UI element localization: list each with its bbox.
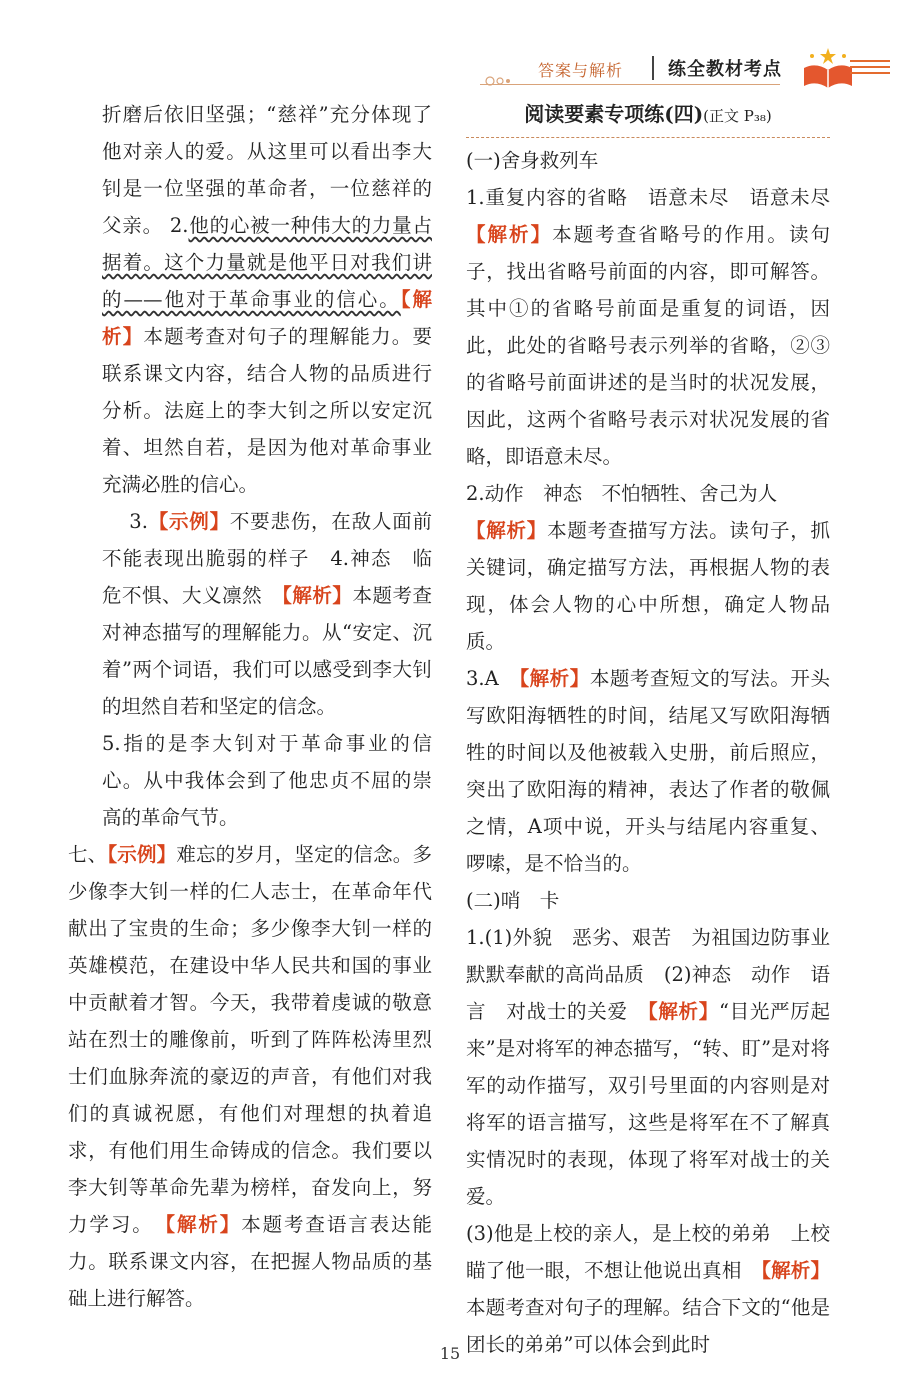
analysis-text: 本题考查短文的写法。开头写欧阳海牺牲的时间，结尾又写欧阳海牺牲的时间以及他被载入史册，前后照应，突出了欧阳海的精神，表达了作者的敬佩之情，A项中说，开头与结尾内容重复、啰嗦，是不恰当的。: [466, 667, 830, 875]
page-header: [480, 44, 890, 92]
decorative-dots-icon: [484, 74, 534, 88]
open-book-icon: [800, 46, 856, 90]
analysis-tag: 【解析】: [466, 519, 548, 542]
paragraph: [68, 836, 432, 1317]
answer-text: 3.A: [466, 667, 520, 690]
analysis-tag: 【解析】: [102, 288, 432, 348]
header-rule: [480, 84, 780, 85]
section-title-text: 阅读要素专项练(四): [524, 102, 704, 126]
analysis-tag: 【解析】: [519, 667, 590, 690]
analysis-tag: 【解析】: [165, 1213, 242, 1236]
paragraph: [466, 919, 830, 1215]
answer-text: 2.: [162, 214, 189, 237]
paragraph: 2.动作 神态 不怕牺牲、舍己为人: [466, 482, 778, 505]
header-divider: [652, 56, 654, 80]
analysis-text: “目光严厉起来”是对将军的神态描写，“转、盯”是对将军的动作描写，双引号里面的内容则是对将军的语言描写，这些是将军在不了解真实情况时的表现，体现了将军对战士的关爱。: [466, 1000, 830, 1208]
example-tag: 【示例】: [107, 843, 177, 866]
decorative-stripes: [850, 60, 890, 80]
paragraph: [466, 1215, 830, 1363]
analysis-text: 本题考查语言表达能力。联系课文内容，在把握人物品质的基础上进行解答。: [68, 1213, 432, 1310]
analysis-text: 本题考查对神态描写的理解能力。从“安定、沉着”两个词语，我们可以感受到李大钊的坦然自若和坚定的信念。: [102, 584, 432, 718]
header-brand: 练全教材考点: [668, 59, 782, 80]
answer-text: 1.(1)外貌 恶劣、艰苦 为祖国边防事业默默奉献的高尚品质 (2)神态 动作 语言 对战士的关爱: [466, 926, 830, 1023]
answer-text: 1.重复内容的省略 语意未尽 语意未尽: [466, 186, 850, 209]
analysis-text: 本题考查描写方法。读句子，抓关键词，确定描写方法，再根据人物的表现，体会人物的心中所想，确定人物品质。: [466, 519, 830, 653]
answer-text: 难忘的岁月，坚定的信念。多少像李大钊一样的仁人志士，在革命年代献出了宝贵的生命；多少像李大钊一样的英雄模范，在建设中华人民共和国的事业中贡献着才智。今天，我带着虔诚的敬意站在烈士的雕像前，听到了阵阵松涛里烈士们血脉奔流的豪迈的声音，有他们对我们的真诚祝愿，有他们对理想的执着追求，有他们用生命铸成的信念。我们要以李大钊等革命先辈为榜样，奋发向上，努力学习。: [68, 843, 432, 1236]
underlined-text: 他的心被一种伟大的力量占据着。这个力量就是他平日对我们讲的——他对于革命事业的信心。: [102, 214, 432, 311]
paragraph: [466, 512, 830, 660]
section-number: 七、: [68, 843, 108, 866]
answer-text: (3)他是上校的亲人，是上校的弟弟 上校瞄了他一眼，不想让他说出真相: [466, 1222, 830, 1282]
paragraph: [102, 96, 432, 503]
left-column: [68, 96, 432, 1317]
answer-text: 折磨后依旧坚强；“慈祥”充分体现了他对亲人的爱。从这里可以看出李大钊是一位坚强的革命者，一位慈祥的父亲。: [102, 103, 432, 237]
analysis-tag: 【解析】: [647, 1000, 719, 1023]
answer-text: 不要悲伤，在敌人面前不能表现出脆弱的样子 4.神态 临危不惧、大义凛然: [102, 510, 432, 607]
header-answer-label: 答案与解析: [538, 61, 624, 80]
paragraph: [466, 179, 850, 475]
analysis-text: 本题考查省略号的作用。读句子，找出省略号前面的内容，即可解答。其中①的省略号前面是重复的词语，因此，此处的省略号表示列举的省略，②③的省略号前面讲述的是当时的状况发展，因此，这两个省略号表示对状况发展的省略，即语意未尽。: [466, 223, 830, 468]
paragraph: 5.指的是李大钊对于革命事业的信心。从中我体会到了他忠贞不屈的崇高的革命气节。: [102, 732, 432, 829]
analysis-tag: 【解析】: [282, 584, 353, 607]
analysis-text: 本题考查对句子的理解。结合下文的“他是团长的弟弟”可以体会到此时: [466, 1296, 830, 1356]
page-number: 15: [439, 1344, 461, 1363]
analysis-tag: 【解析】: [466, 223, 553, 246]
subsection-heading: (一)舍身救列车: [466, 149, 599, 172]
right-column: [466, 96, 850, 1363]
question-number: 3.: [129, 510, 148, 533]
analysis-tag: 【解析】: [761, 1259, 830, 1282]
section-title: [466, 96, 830, 138]
section-title-ref: (正文 P₃₈): [703, 107, 772, 125]
paragraph: [102, 503, 432, 725]
subsection-heading: (二)哨 卡: [466, 889, 560, 912]
example-tag: 【示例】: [147, 510, 230, 533]
paragraph: [466, 660, 830, 882]
analysis-text: 本题考查对句子的理解能力。要联系课文内容，结合人物的品质进行分析。法庭上的李大钊之所以安定沉着、坦然自若，是因为他对革命事业充满必胜的信心。: [102, 325, 432, 496]
